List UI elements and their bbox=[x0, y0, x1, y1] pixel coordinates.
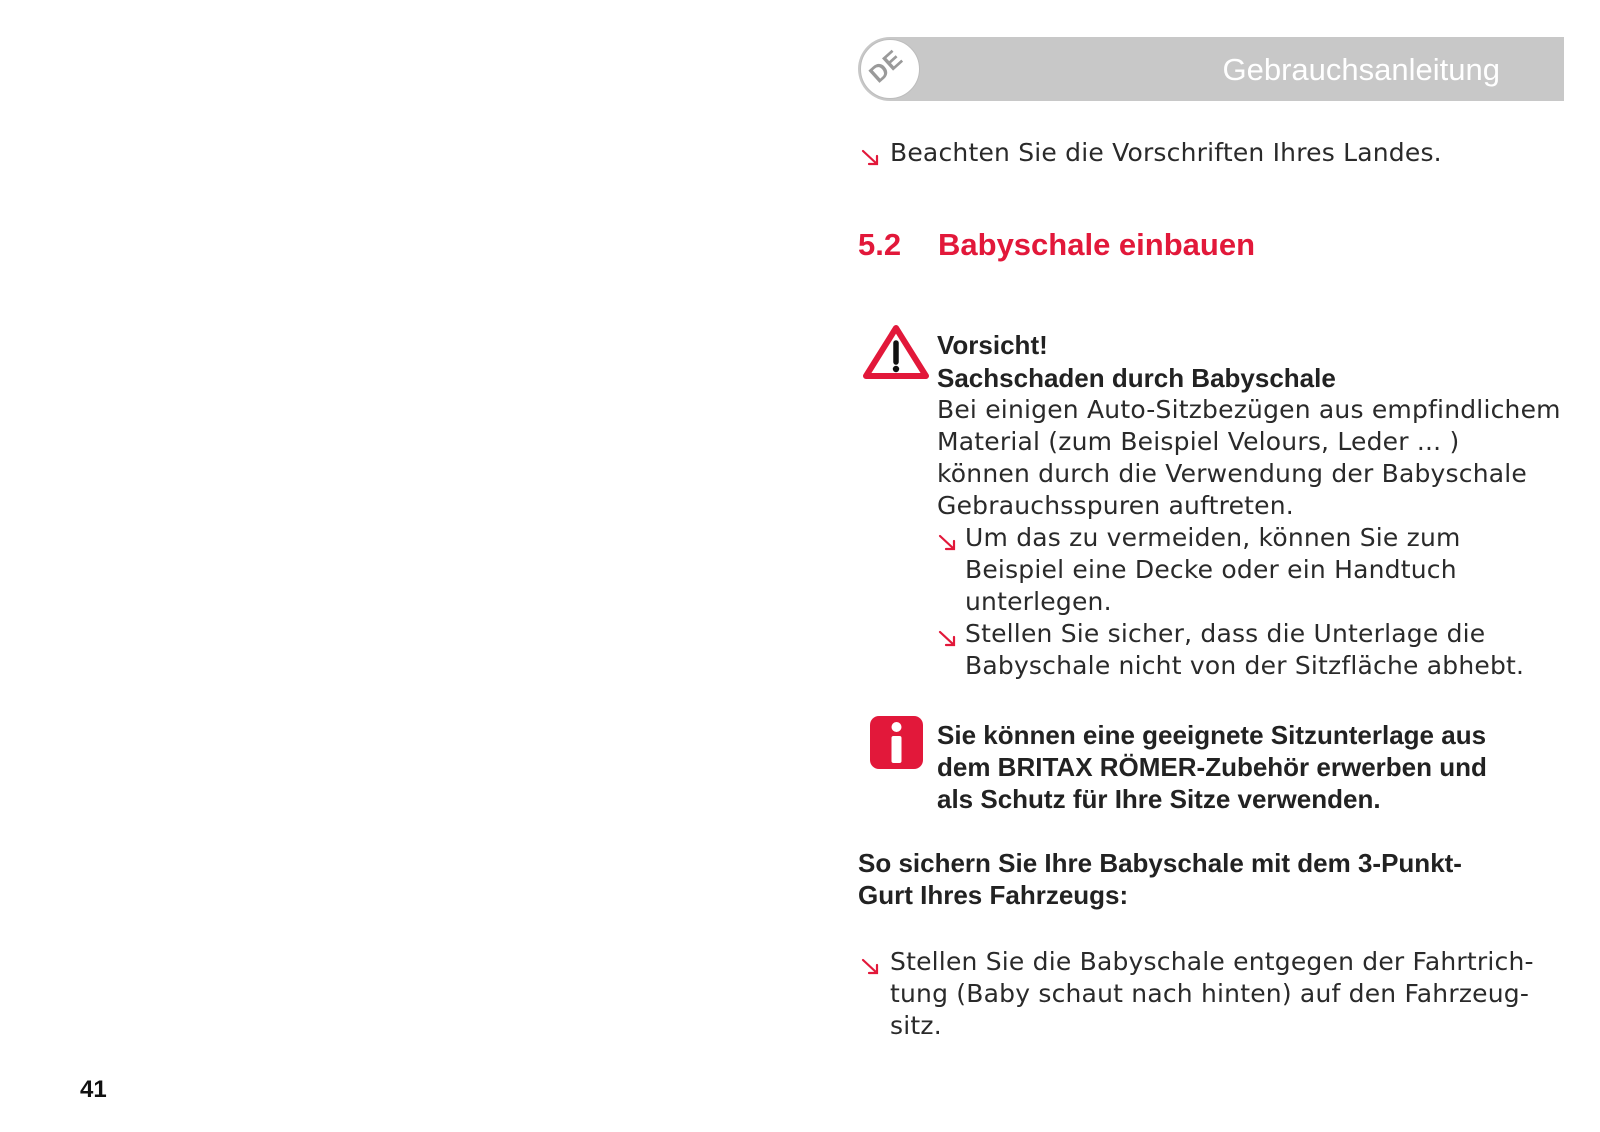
procedure-heading-line: So sichern Sie Ihre Babyschale mit dem 3-Punkt- bbox=[858, 848, 1462, 878]
arrow-bullet-icon bbox=[860, 147, 882, 169]
warning-label: Vorsicht! bbox=[937, 330, 1048, 360]
language-badge bbox=[860, 39, 920, 99]
intro-text: Beachten Sie die Vorschriften Ihres Landes. bbox=[890, 138, 1442, 167]
language-code: DE bbox=[864, 44, 909, 89]
section-number: 5.2 bbox=[858, 227, 902, 262]
procedure-step-line: sitz. bbox=[890, 1011, 942, 1040]
warning-bullet-line: Beispiel eine Decke oder ein Handtuch bbox=[965, 555, 1457, 584]
header-bar bbox=[858, 37, 1564, 101]
procedure-heading-line: Gurt Ihres Fahrzeugs: bbox=[858, 880, 1129, 910]
warning-text-line: Bei einigen Auto-Sitzbezügen aus empfindlichem bbox=[937, 395, 1561, 424]
arrow-bullet-icon bbox=[937, 628, 959, 650]
procedure-step-line: tung (Baby schaut nach hinten) auf den Fahrzeug- bbox=[890, 979, 1530, 1008]
warning-text-line: können durch die Verwendung der Babyschale bbox=[937, 459, 1528, 488]
info-text-line: als Schutz für Ihre Sitze verwenden. bbox=[937, 784, 1381, 814]
warning-bullet-line: Stellen Sie sicher, dass die Unterlage die bbox=[965, 619, 1486, 648]
warning-text-line: Gebrauchsspuren auftreten. bbox=[937, 491, 1294, 520]
info-icon bbox=[870, 716, 923, 769]
info-text-line: Sie können eine geeignete Sitzunterlage aus bbox=[937, 720, 1487, 750]
warning-subtitle: Sachschaden durch Babyschale bbox=[937, 363, 1336, 393]
section-title: Babyschale einbauen bbox=[938, 227, 1256, 262]
warning-bullet-line: Um das zu vermeiden, können Sie zum bbox=[965, 523, 1461, 552]
procedure-step-line: Stellen Sie die Babyschale entgegen der Fahrtrich- bbox=[890, 947, 1534, 976]
header-title: Gebrauchsanleitung bbox=[1222, 52, 1500, 87]
warning-triangle-icon bbox=[862, 324, 930, 380]
warning-text-line: Material (zum Beispiel Velours, Leder ... ) bbox=[937, 427, 1460, 456]
page-number: 41 bbox=[80, 1076, 107, 1103]
arrow-bullet-icon bbox=[860, 956, 882, 978]
arrow-bullet-icon bbox=[937, 532, 959, 554]
info-text-line: dem BRITAX RÖMER-Zubehör erwerben und bbox=[937, 752, 1487, 782]
section-heading bbox=[858, 227, 1255, 263]
warning-bullet-line: unterlegen. bbox=[965, 587, 1112, 616]
warning-bullet-line: Babyschale nicht von der Sitzfläche abhebt. bbox=[965, 651, 1525, 680]
